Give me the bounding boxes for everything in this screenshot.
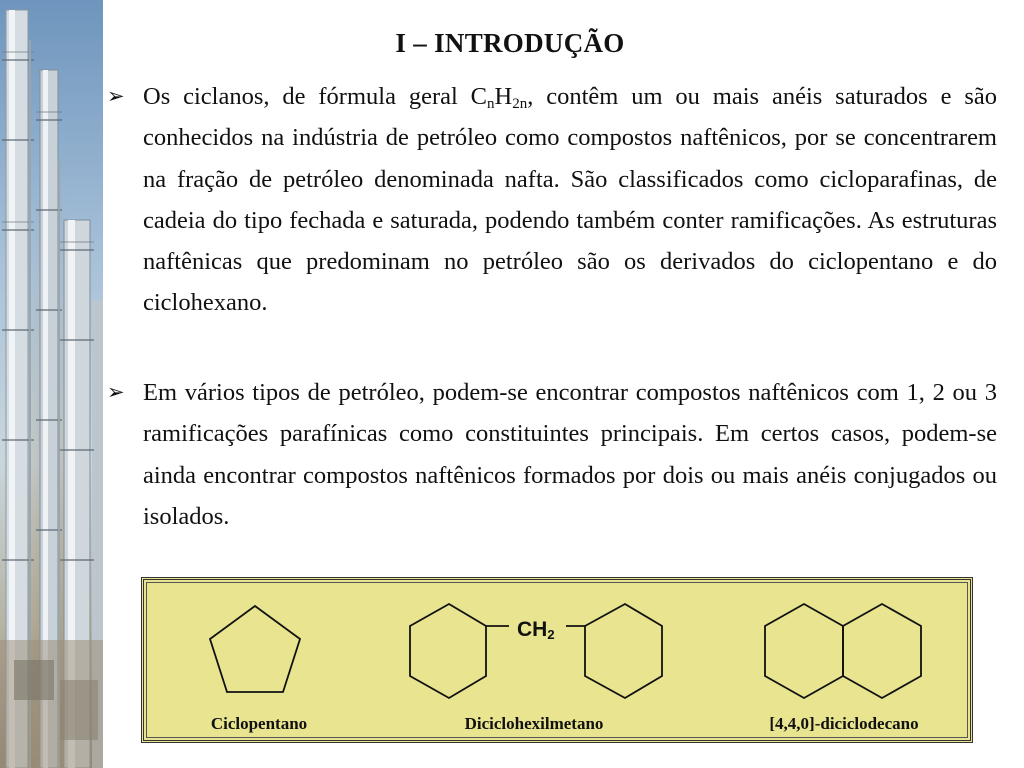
subscript-n: n <box>487 96 495 112</box>
cyclopentane-ring <box>210 606 300 692</box>
bullet-item-1 <box>107 76 997 324</box>
ch2-label <box>517 618 555 642</box>
bullet-paragraph-1 <box>143 76 997 324</box>
bullet-paragraph-2: Em vários tipos de petróleo, podem-se encontrar compostos naftênicos com 1, 2 ou 3 ramificações parafínicas como constituintes principais. Em certos casos, podem-se ainda encontrar compostos naftênicos formados por dois ou mais anéis conjugados ou isolados. <box>143 379 997 530</box>
caption-ciclopentano: Ciclopentano <box>210 714 308 733</box>
ch2-text: CH <box>517 618 548 641</box>
caption-diciclodecano: [4,4,0]-diciclodecano <box>769 714 919 733</box>
arrow-bullet-icon: ➢ <box>107 84 125 108</box>
paragraph-1-h: H <box>494 83 513 110</box>
paragraph-1-start: Os ciclanos, de fórmula geral C <box>143 83 488 110</box>
bullet-item-2 <box>107 372 997 537</box>
decalin-ring-left <box>765 604 843 698</box>
slide-title: I – INTRODUÇÃO <box>395 28 625 58</box>
refinery-towers-image <box>0 0 103 768</box>
caption-diciclohexilmetano: Diciclohexilmetano <box>464 714 604 733</box>
ch2-subscript: 2 <box>547 627 555 642</box>
paragraph-1-rest: , contêm um ou mais anéis saturados e são conhecidos na indústria de petróleo como compostos naftênicos, por se concentrarem na fração de petróleo denominada nafta. São classificados como cicloparafinas, de cadeia do tipo fechada e saturada, podendo também conter ramificações. As estruturas naftênicas que predominam no petróleo são os derivados do ciclopentano e do ciclohexano. <box>143 83 997 317</box>
subscript-2n: 2n <box>512 96 528 112</box>
cyclohexane-ring-right <box>585 604 662 698</box>
structures-figure <box>141 577 973 743</box>
cyclohexane-ring-left <box>410 604 486 698</box>
arrow-bullet-icon: ➢ <box>107 380 125 404</box>
refinery-photo-strip <box>0 0 103 768</box>
decalin-ring-right <box>843 604 921 698</box>
